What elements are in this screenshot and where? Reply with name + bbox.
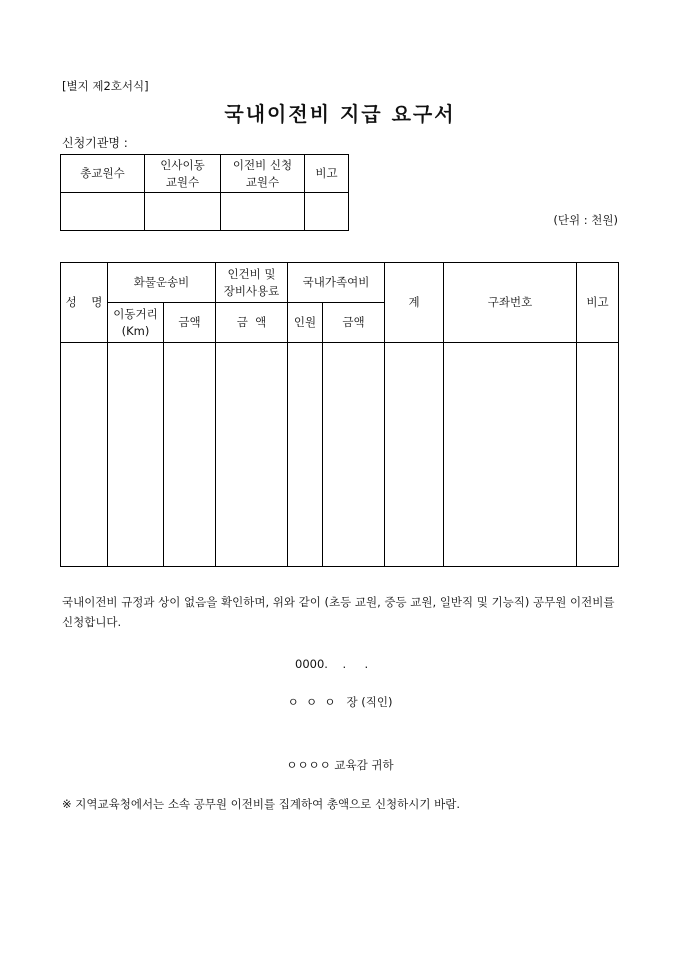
body-persons[interactable]	[288, 343, 323, 567]
body-name[interactable]	[61, 343, 108, 567]
cell-total-teachers[interactable]	[61, 193, 145, 231]
body-labor-amount[interactable]	[216, 343, 288, 567]
header-labor-amount: 금 액	[216, 303, 288, 343]
header-total-teachers: 총교원수	[61, 155, 145, 193]
header-account-number: 구좌번호	[444, 263, 577, 343]
cell-remarks[interactable]	[305, 193, 349, 231]
body-account-number[interactable]	[444, 343, 577, 567]
footnote: ※ 지역교육청에서는 소속 공무원 이전비를 집계하여 총액으로 신청하시기 바람.	[62, 797, 461, 811]
confirmation-statement: 국내이전비 규정과 상이 없음을 확인하며, 위와 같이 (초등 교원, 중등 교원, 일반직 및 기능직) 공무원 이전비를 신청합니다.	[62, 595, 615, 629]
header-family-travel: 국내가족여비	[288, 263, 385, 303]
header-remarks: 비고	[305, 155, 349, 193]
cell-applicant-teachers[interactable]	[221, 193, 305, 231]
summary-table	[60, 154, 349, 231]
header-persons: 인원	[288, 303, 323, 343]
header-applicant-teachers: 이전비 신청 교원수	[221, 155, 305, 193]
addressee-line: ㅇㅇㅇㅇ 교육감 귀하	[286, 758, 394, 772]
cell-transferred-teachers[interactable]	[145, 193, 221, 231]
header-freight-amount: 금액	[164, 303, 216, 343]
header-family-amount: 금액	[323, 303, 385, 343]
body-family-amount[interactable]	[323, 343, 385, 567]
date-line: 0000. . .	[295, 657, 369, 671]
header-transferred-teachers: 인사이동 교원수	[145, 155, 221, 193]
body-remarks[interactable]	[577, 343, 619, 567]
header-labor: 인건비 및 장비사용료	[216, 263, 288, 303]
signer-line: ㅇ ㅇ ㅇ 장 (직인)	[287, 695, 393, 709]
form-number: [별지 제2호서식]	[62, 79, 149, 93]
body-freight-amount[interactable]	[164, 343, 216, 567]
agency-label: 신청기관명 :	[62, 136, 128, 150]
document-title: 국내이전비 지급 요구서	[224, 102, 456, 126]
body-distance[interactable]	[108, 343, 164, 567]
header-remarks: 비고	[577, 263, 619, 343]
header-freight: 화물운송비	[108, 263, 216, 303]
expense-table	[60, 262, 619, 567]
header-total: 계	[385, 263, 444, 343]
unit-note: (단위 : 천원)	[553, 213, 618, 227]
header-name: 성 명	[61, 263, 108, 343]
header-distance: 이동거리 (Km)	[108, 303, 164, 343]
body-total[interactable]	[385, 343, 444, 567]
